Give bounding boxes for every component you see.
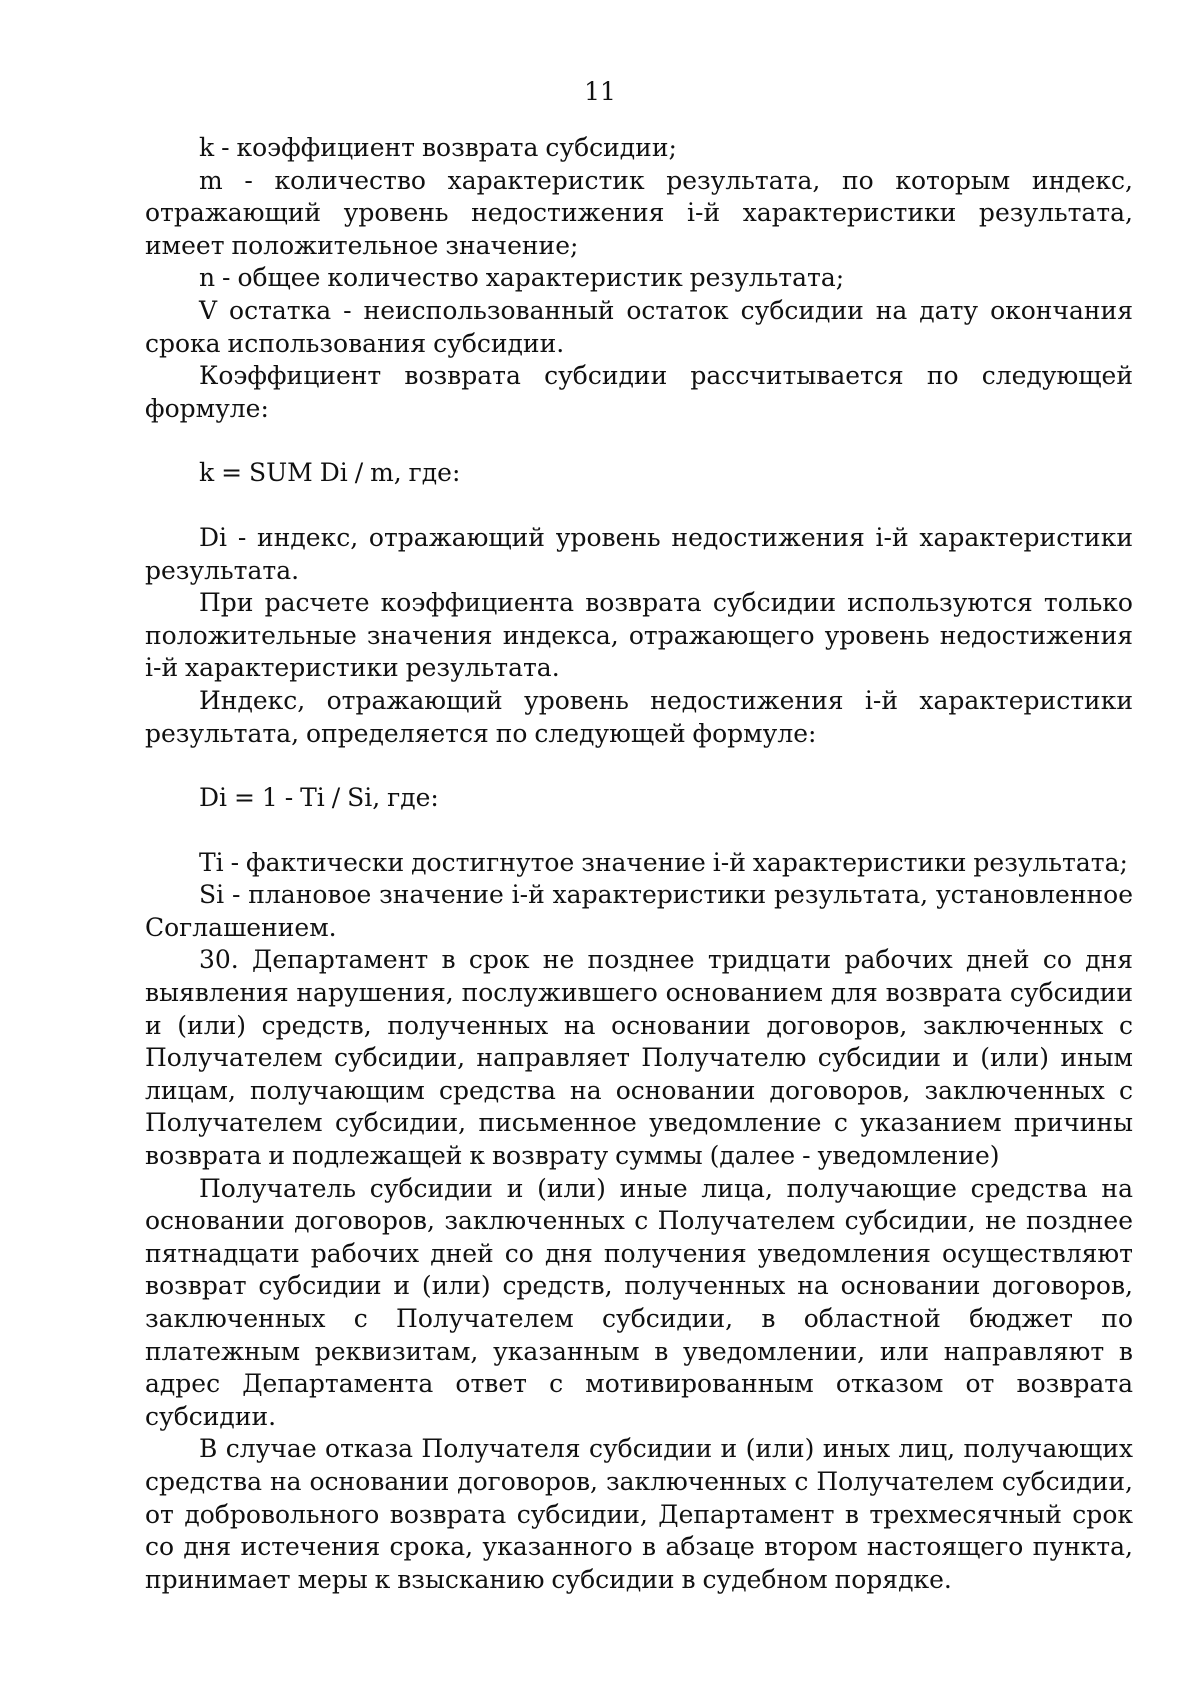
paragraph-refusal-case: В случае отказа Получателя субсидии и (или) иных лиц, получающих средства на основании договоров, заключенных с Получателем субсидии, от добровольного возврата субсидии, Департамент в трехмесячный срок со дня истечения срока, указанного в абзаце втором настоящего пункта, принимает меры к взысканию субсидии в судебном порядке. (145, 1434, 1133, 1594)
formula-k: k = SUM Di / m, где: (199, 458, 461, 488)
paragraph-di-formula-intro: Индекс, отражающий уровень недостижения i-й характеристики результата, определяется по следующей формуле: (145, 685, 1133, 748)
paragraph-v-definition: V остатка - неиспользованный остаток субсидии на дату окончания срока использования субсидии. (145, 295, 1133, 358)
paragraph-si-definition: Si - плановое значение i-й характеристики результата, установленное Соглашением. (145, 880, 1133, 942)
formula-di: Di = 1 - Ti / Si, где: (199, 783, 439, 813)
paragraph-item-30: 30. Департамент в срок не позднее тридцати рабочих дней со дня выявления нарушения, послужившего основанием для возврата субсидии и (или) средств, полученных на основании договоров, заключенных с Получателем субсидии, направляет Получателю субсидии и (или) иным лицам, получающим средства на основании договоров, заключенных с Получателем субсидии, письменное уведомление с указанием причины возврата и подлежащей к возврату суммы (далее - уведомление) (145, 945, 1133, 1171)
paragraph-k-formula-intro: Коэффициент возврата субсидии рассчитывается по следующей формуле: (145, 361, 1133, 423)
paragraph-recipient-return: Получатель субсидии и (или) иные лица, получающие средства на основании договоров, заключенных с Получателем субсидии, не позднее пятнадцати рабочих дней со дня получения уведомления осуществляют возврат субсидии и (или) средств, полученных на основании договоров, заключенных с Получателем субсидии, в областной бюджет по платежным реквизитам, указанным в уведомлении, или направляют в адрес Департамента ответ с мотивированным отказом от возврата субсидии. (145, 1173, 1133, 1431)
paragraph-ti-definition: Ti - фактически достигнутое значение i-й характеристики результата; (199, 847, 1128, 877)
document-body (145, 132, 1133, 1596)
paragraph-positive-values: При расчете коэффициента возврата субсидии используются только положительные значения индекса, отражающего уровень недостижения i-й характеристики результата. (145, 588, 1133, 683)
paragraph-di-definition: Di - индекс, отражающий уровень недостижения i-й характеристики результата. (145, 522, 1133, 585)
paragraph-k-definition: k - коэффициент возврата субсидии; (199, 133, 677, 162)
page-number: 11 (584, 77, 616, 106)
paragraph-m-definition: m - количество характеристик результата, по которым индекс, отражающий уровень недостижения i-й характеристики результата, имеет положительное значение; (145, 165, 1133, 260)
paragraph-n-definition: n - общее количество характеристик результата; (199, 263, 845, 293)
